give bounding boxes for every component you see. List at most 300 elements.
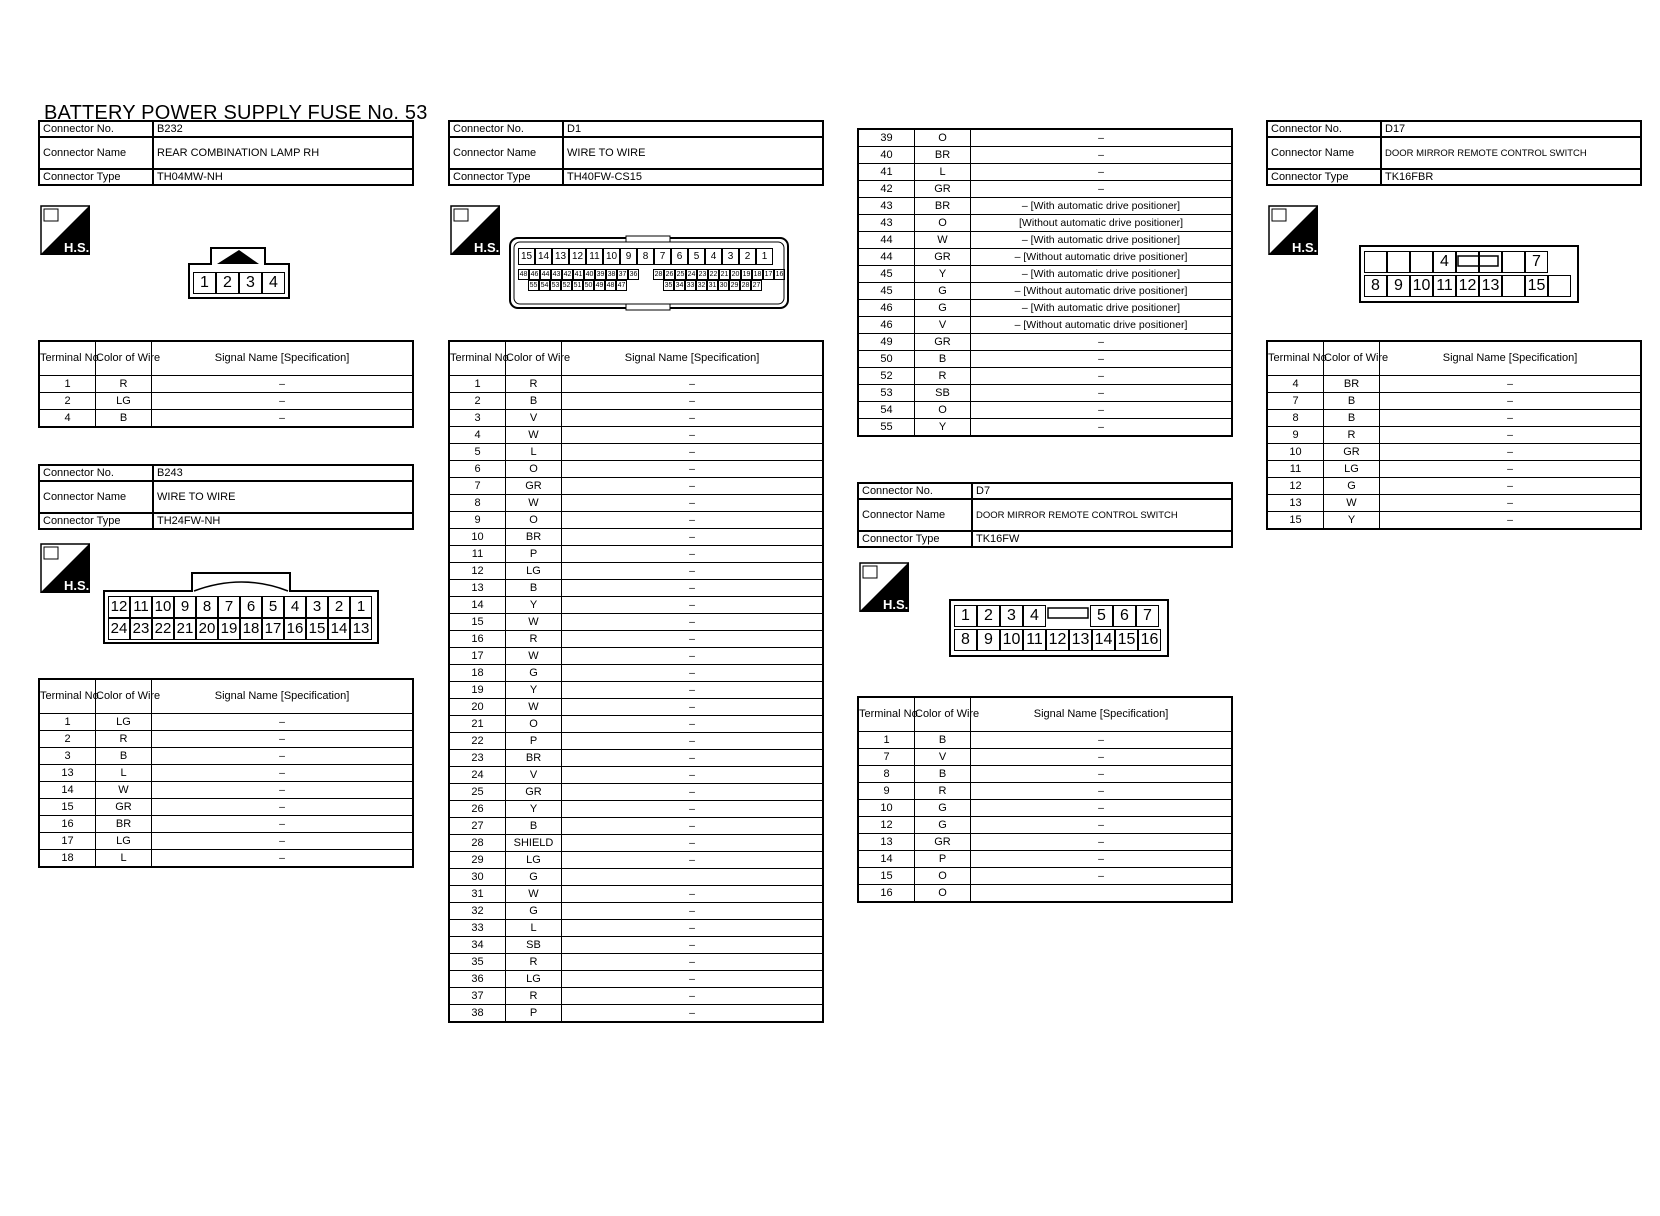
connector-pin: 47: [617, 282, 626, 289]
table-row: [449, 528, 823, 545]
connector-pin: 13: [1069, 629, 1092, 651]
terminal-no-cell: 53: [858, 385, 915, 402]
wire-color-cell: O: [915, 867, 971, 884]
connector-pin: 2: [328, 596, 350, 618]
terminal-no-cell: 13: [858, 833, 915, 850]
table-row: [858, 351, 1232, 368]
table-row: [449, 919, 823, 936]
harness-side-icon: [859, 562, 909, 612]
terminal-no-cell: 27: [449, 817, 506, 834]
table-row: [449, 953, 823, 970]
connector-pin: 4: [705, 248, 722, 265]
label-connector-no: Connector No.: [39, 121, 153, 137]
table-row: [39, 849, 413, 867]
table-row: [39, 747, 413, 764]
connector-pin: 50: [584, 282, 593, 289]
wire-color-cell: R: [506, 375, 562, 392]
wire-color-cell: R: [506, 630, 562, 647]
wire-color-cell: GR: [915, 334, 971, 351]
wire-color-cell: W: [506, 647, 562, 664]
wire-color-cell: Y: [506, 681, 562, 698]
terminal-no-cell: 7: [1267, 392, 1324, 409]
table-row: [39, 815, 413, 832]
terminal-no-cell: 34: [449, 936, 506, 953]
connector-pin: [1502, 251, 1525, 273]
terminal-no-cell: 13: [1267, 494, 1324, 511]
connector-pin: 3: [722, 248, 739, 265]
signal-name-cell: –: [971, 181, 1233, 198]
table-row: [449, 681, 823, 698]
wire-color-cell: G: [1324, 477, 1380, 494]
connector-pin: 20: [196, 618, 218, 640]
th-color: Color of Wire: [915, 697, 971, 731]
wire-color-cell: W: [506, 426, 562, 443]
connector-type: TH24FW-NH: [153, 513, 413, 529]
wire-color-cell: G: [915, 300, 971, 317]
signal-name-cell: –: [152, 730, 414, 747]
terminal-no-cell: 25: [449, 783, 506, 800]
connector-pin: 44: [541, 271, 550, 278]
wire-color-cell: P: [915, 850, 971, 867]
terminal-no-cell: 5: [449, 443, 506, 460]
table-row: [858, 402, 1232, 419]
th-color: Color of Wire: [96, 341, 152, 375]
wire-color-cell: W: [1324, 494, 1380, 511]
wire-color-cell: W: [506, 494, 562, 511]
connector-no: D7: [972, 483, 1232, 499]
table-row: [449, 562, 823, 579]
signal-name-cell: –: [1380, 511, 1642, 529]
terminal-no-cell: 16: [449, 630, 506, 647]
connector-pin: 6: [671, 248, 688, 265]
wire-color-cell: B: [506, 817, 562, 834]
table-row: [1267, 511, 1641, 529]
connector-pin: 10: [1000, 629, 1023, 651]
table-row: [1267, 392, 1641, 409]
table-row: [449, 443, 823, 460]
terminal-no-cell: 8: [858, 765, 915, 782]
connector-no: D17: [1381, 121, 1641, 137]
connector-pin: 29: [730, 282, 739, 289]
connector-pin: 24: [108, 618, 130, 640]
label-connector-no: Connector No.: [858, 483, 972, 499]
table-row: [449, 800, 823, 817]
connector-pin: [1502, 275, 1525, 297]
label-connector-type: Connector Type: [39, 513, 153, 529]
table-row: [449, 715, 823, 732]
table-row: [858, 266, 1232, 283]
table-row: [858, 385, 1232, 402]
connector-pin: 52: [562, 282, 571, 289]
signal-name-cell: –: [152, 798, 414, 815]
terminal-no-cell: 20: [449, 698, 506, 715]
connector-pin: [1548, 275, 1571, 297]
wire-color-cell: W: [915, 232, 971, 249]
table-row: [39, 375, 413, 392]
signal-name-cell: –: [971, 147, 1233, 164]
terminal-no-cell: 46: [858, 300, 915, 317]
signal-name-cell: –: [971, 748, 1233, 765]
table-row: [858, 731, 1232, 748]
signal-name-cell: –: [562, 630, 824, 647]
signal-name-cell: –: [152, 747, 414, 764]
wire-color-cell: O: [915, 129, 971, 147]
connector-pin: 14: [1092, 629, 1115, 651]
connector-pin: 14: [535, 248, 552, 265]
terminal-no-cell: 55: [858, 419, 915, 437]
signal-name-cell: –: [562, 766, 824, 783]
connector-pin: 2: [216, 272, 239, 294]
table-row: [858, 283, 1232, 300]
connector-pin: 20: [731, 271, 740, 278]
wire-color-cell: L: [506, 919, 562, 936]
wire-color-cell: O: [506, 460, 562, 477]
terminal-no-cell: 39: [858, 129, 915, 147]
terminal-no-cell: 9: [449, 511, 506, 528]
wire-color-cell: L: [96, 764, 152, 781]
th-terminal: Terminal No.: [39, 679, 96, 713]
signal-name-cell: –: [562, 596, 824, 613]
table-row: [858, 419, 1232, 437]
terminal-no-cell: 30: [449, 868, 506, 885]
terminal-no-cell: 15: [449, 613, 506, 630]
connector-pin: 14: [328, 618, 350, 640]
terminal-no-cell: 12: [449, 562, 506, 579]
wire-color-cell: BR: [915, 147, 971, 164]
wire-color-cell: O: [506, 715, 562, 732]
terminal-no-cell: 16: [858, 884, 915, 902]
terminal-no-cell: 4: [39, 409, 96, 427]
connector-pin: 24: [687, 271, 696, 278]
connector-pin: 13: [552, 248, 569, 265]
signal-name-cell: [562, 868, 824, 885]
signal-name-cell: –: [562, 460, 824, 477]
wire-color-cell: R: [915, 782, 971, 799]
connector-pin: 35: [664, 282, 673, 289]
table-row: [449, 375, 823, 392]
connector-d1-face: [508, 236, 790, 315]
connector-pin: 31: [708, 282, 717, 289]
wire-color-cell: Y: [915, 266, 971, 283]
signal-name-cell: –: [562, 477, 824, 494]
signal-name-cell: – [Without automatic drive positioner]: [971, 317, 1233, 334]
table-row: [1267, 409, 1641, 426]
wire-color-cell: R: [1324, 426, 1380, 443]
signal-name-cell: –: [971, 833, 1233, 850]
wire-color-cell: R: [506, 987, 562, 1004]
table-row: [858, 799, 1232, 816]
wire-color-cell: SB: [915, 385, 971, 402]
label-connector-type: Connector Type: [449, 169, 563, 185]
signal-name-cell: –: [1380, 494, 1642, 511]
wire-color-cell: V: [506, 766, 562, 783]
table-row: [1267, 443, 1641, 460]
signal-name-cell: –: [562, 902, 824, 919]
signal-name-cell: –: [971, 867, 1233, 884]
wire-color-cell: V: [506, 409, 562, 426]
wire-color-cell: BR: [1324, 375, 1380, 392]
connector-type: TH04MW-NH: [153, 169, 413, 185]
signal-name-cell: –: [971, 334, 1233, 351]
signal-name-cell: –: [971, 402, 1233, 419]
table-row: [39, 713, 413, 730]
wire-color-cell: W: [506, 698, 562, 715]
table-row: [449, 545, 823, 562]
table-row: [858, 215, 1232, 232]
th-terminal: Terminal No.: [858, 697, 915, 731]
signal-name-cell: –: [562, 885, 824, 902]
terminal-no-cell: 6: [449, 460, 506, 477]
wire-color-cell: Y: [506, 800, 562, 817]
connector-pin: 18: [753, 271, 762, 278]
signal-name-cell: –: [562, 647, 824, 664]
wire-color-cell: LG: [506, 970, 562, 987]
connector-pin: 41: [574, 271, 583, 278]
table-row: [858, 884, 1232, 902]
wire-color-cell: G: [915, 283, 971, 300]
table-row: [449, 817, 823, 834]
wire-color-cell: L: [96, 849, 152, 867]
table-row: [858, 147, 1232, 164]
connector-pin: 3: [239, 272, 262, 294]
wire-color-cell: GR: [96, 798, 152, 815]
table-row: [858, 198, 1232, 215]
wire-color-cell: V: [915, 748, 971, 765]
connector-pin: 8: [954, 629, 977, 651]
connector-type: TK16FBR: [1381, 169, 1641, 185]
connector-no: B232: [153, 121, 413, 137]
signal-name-cell: –: [562, 715, 824, 732]
wire-color-cell: GR: [506, 477, 562, 494]
th-signal: Signal Name [Specification]: [152, 341, 414, 375]
table-row: [39, 798, 413, 815]
connector-d17-info: [1266, 120, 1642, 186]
harness-side-icon: [450, 205, 500, 255]
th-signal: Signal Name [Specification]: [971, 697, 1233, 731]
wire-color-cell: LG: [96, 392, 152, 409]
th-terminal: Terminal No.: [1267, 341, 1324, 375]
signal-name-cell: –: [562, 528, 824, 545]
terminal-no-cell: 54: [858, 402, 915, 419]
connector-pin: 51: [573, 282, 582, 289]
terminal-no-cell: 17: [39, 832, 96, 849]
connector-pin: 40: [585, 271, 594, 278]
connector-name: WIRE TO WIRE: [153, 481, 413, 513]
connector-pin: 6: [240, 596, 262, 618]
signal-name-cell: –: [562, 749, 824, 766]
signal-name-cell: –: [152, 815, 414, 832]
label-connector-type: Connector Type: [1267, 169, 1381, 185]
terminal-no-cell: 4: [449, 426, 506, 443]
terminal-no-cell: 43: [858, 198, 915, 215]
wire-color-cell: LG: [506, 562, 562, 579]
wire-color-cell: BR: [915, 198, 971, 215]
connector-pin: 1: [756, 248, 773, 265]
connector-pin: 48: [519, 271, 528, 278]
table-row: [858, 748, 1232, 765]
table-row: [858, 249, 1232, 266]
connector-pin: 16: [775, 271, 784, 278]
signal-name-cell: – [With automatic drive positioner]: [971, 232, 1233, 249]
table-row: [449, 885, 823, 902]
connector-pin: 11: [586, 248, 603, 265]
terminal-no-cell: 1: [39, 375, 96, 392]
terminal-no-cell: 14: [449, 596, 506, 613]
connector-pin: 38: [607, 271, 616, 278]
table-row: [1267, 375, 1641, 392]
wire-color-cell: G: [506, 868, 562, 885]
wire-color-cell: LG: [506, 851, 562, 868]
wire-color-cell: R: [915, 368, 971, 385]
signal-name-cell: –: [562, 987, 824, 1004]
signal-name-cell: – [With automatic drive positioner]: [971, 300, 1233, 317]
connector-pin: [1410, 251, 1433, 273]
terminal-no-cell: 12: [858, 816, 915, 833]
wire-color-cell: B: [96, 747, 152, 764]
wire-color-cell: B: [915, 351, 971, 368]
terminal-no-cell: 9: [1267, 426, 1324, 443]
terminal-no-cell: 26: [449, 800, 506, 817]
terminal-no-cell: 2: [39, 730, 96, 747]
wire-color-cell: B: [506, 579, 562, 596]
signal-name-cell: –: [562, 970, 824, 987]
terminal-no-cell: 44: [858, 249, 915, 266]
connector-pin: 17: [262, 618, 284, 640]
connector-pin: 16: [284, 618, 306, 640]
signal-name-cell: –: [971, 782, 1233, 799]
signal-name-cell: –: [971, 419, 1233, 437]
table-row: [449, 868, 823, 885]
table-row: [449, 494, 823, 511]
terminal-no-cell: 10: [1267, 443, 1324, 460]
signal-name-cell: –: [1380, 409, 1642, 426]
table-row: [449, 783, 823, 800]
label-connector-no: Connector No.: [1267, 121, 1381, 137]
terminal-no-cell: 18: [449, 664, 506, 681]
table-row: [449, 596, 823, 613]
connector-pin: 4: [1023, 605, 1046, 627]
signal-name-cell: –: [562, 1004, 824, 1022]
connector-pin: 9: [620, 248, 637, 265]
connector-pin: 1: [954, 605, 977, 627]
th-terminal: Terminal No.: [39, 341, 96, 375]
table-row: [449, 477, 823, 494]
wire-color-cell: LG: [96, 713, 152, 730]
connector-pin: 19: [218, 618, 240, 640]
signal-name-cell: –: [971, 351, 1233, 368]
terminal-no-cell: 35: [449, 953, 506, 970]
terminal-no-cell: 15: [858, 867, 915, 884]
connector-pin: 9: [977, 629, 1000, 651]
connector-name: REAR COMBINATION LAMP RH: [153, 137, 413, 169]
wire-color-cell: BR: [506, 749, 562, 766]
table-row: [449, 749, 823, 766]
terminal-no-cell: 2: [449, 392, 506, 409]
connector-type: TH40FW-CS15: [563, 169, 823, 185]
connector-b243-info: [38, 464, 414, 530]
connector-pin: 43: [552, 271, 561, 278]
connector-pin: 10: [1410, 275, 1433, 297]
table-row: [858, 765, 1232, 782]
connector-pin: 4: [284, 596, 306, 618]
table-row: [449, 647, 823, 664]
terminal-no-cell: 33: [449, 919, 506, 936]
signal-name-cell: –: [562, 494, 824, 511]
table-row: [39, 832, 413, 849]
wire-color-cell: B: [915, 731, 971, 748]
signal-name-cell: –: [1380, 392, 1642, 409]
terminal-no-cell: 32: [449, 902, 506, 919]
wire-color-cell: Y: [1324, 511, 1380, 529]
connector-pin: 42: [563, 271, 572, 278]
connector-pin: 12: [1456, 275, 1479, 297]
connector-pin: 3: [306, 596, 328, 618]
connector-pin: 6: [1113, 605, 1136, 627]
terminal-no-cell: 10: [858, 799, 915, 816]
wire-color-cell: R: [96, 375, 152, 392]
signal-name-cell: –: [562, 426, 824, 443]
connector-pin: 11: [1023, 629, 1046, 651]
wire-color-cell: G: [506, 902, 562, 919]
th-terminal: Terminal No.: [449, 341, 506, 375]
table-row: [858, 833, 1232, 850]
table-row: [858, 850, 1232, 867]
table-row: [858, 181, 1232, 198]
wire-color-cell: O: [915, 884, 971, 902]
connector-pin: 2: [739, 248, 756, 265]
table-row: [449, 766, 823, 783]
connector-pin: 17: [764, 271, 773, 278]
table-row: [449, 732, 823, 749]
table-row: [449, 409, 823, 426]
terminal-no-cell: 3: [449, 409, 506, 426]
signal-name-cell: –: [562, 783, 824, 800]
connector-pin: 54: [540, 282, 549, 289]
connector-pin: 23: [130, 618, 152, 640]
connector-pin: 11: [1433, 275, 1456, 297]
connector-no: D1: [563, 121, 823, 137]
connector-pin: 12: [108, 596, 130, 618]
terminal-no-cell: 11: [449, 545, 506, 562]
connector-pin: 22: [152, 618, 174, 640]
table-row: [449, 664, 823, 681]
terminal-no-cell: 7: [449, 477, 506, 494]
terminal-no-cell: 18: [39, 849, 96, 867]
table-row: [449, 851, 823, 868]
wire-color-cell: B: [915, 765, 971, 782]
signal-name-cell: –: [562, 409, 824, 426]
connector-pin: 34: [675, 282, 684, 289]
terminal-no-cell: 1: [858, 731, 915, 748]
wire-color-cell: SHIELD: [506, 834, 562, 851]
wire-color-cell: G: [506, 664, 562, 681]
table-row: [449, 987, 823, 1004]
connector-pin: 13: [350, 618, 372, 640]
wire-color-cell: B: [1324, 392, 1380, 409]
table-row: [39, 781, 413, 798]
wire-color-cell: P: [506, 1004, 562, 1022]
connector-name: DOOR MIRROR REMOTE CONTROL SWITCH: [972, 499, 1232, 531]
terminal-no-cell: 28: [449, 834, 506, 851]
connector-pin: 37: [618, 271, 627, 278]
signal-name-cell: –: [1380, 460, 1642, 477]
terminal-no-cell: 29: [449, 851, 506, 868]
terminal-no-cell: 1: [39, 713, 96, 730]
table-row: [449, 834, 823, 851]
connector-d17-face: [1358, 244, 1580, 309]
connector-d7-terminal-table: [857, 696, 1233, 903]
terminal-no-cell: 15: [39, 798, 96, 815]
